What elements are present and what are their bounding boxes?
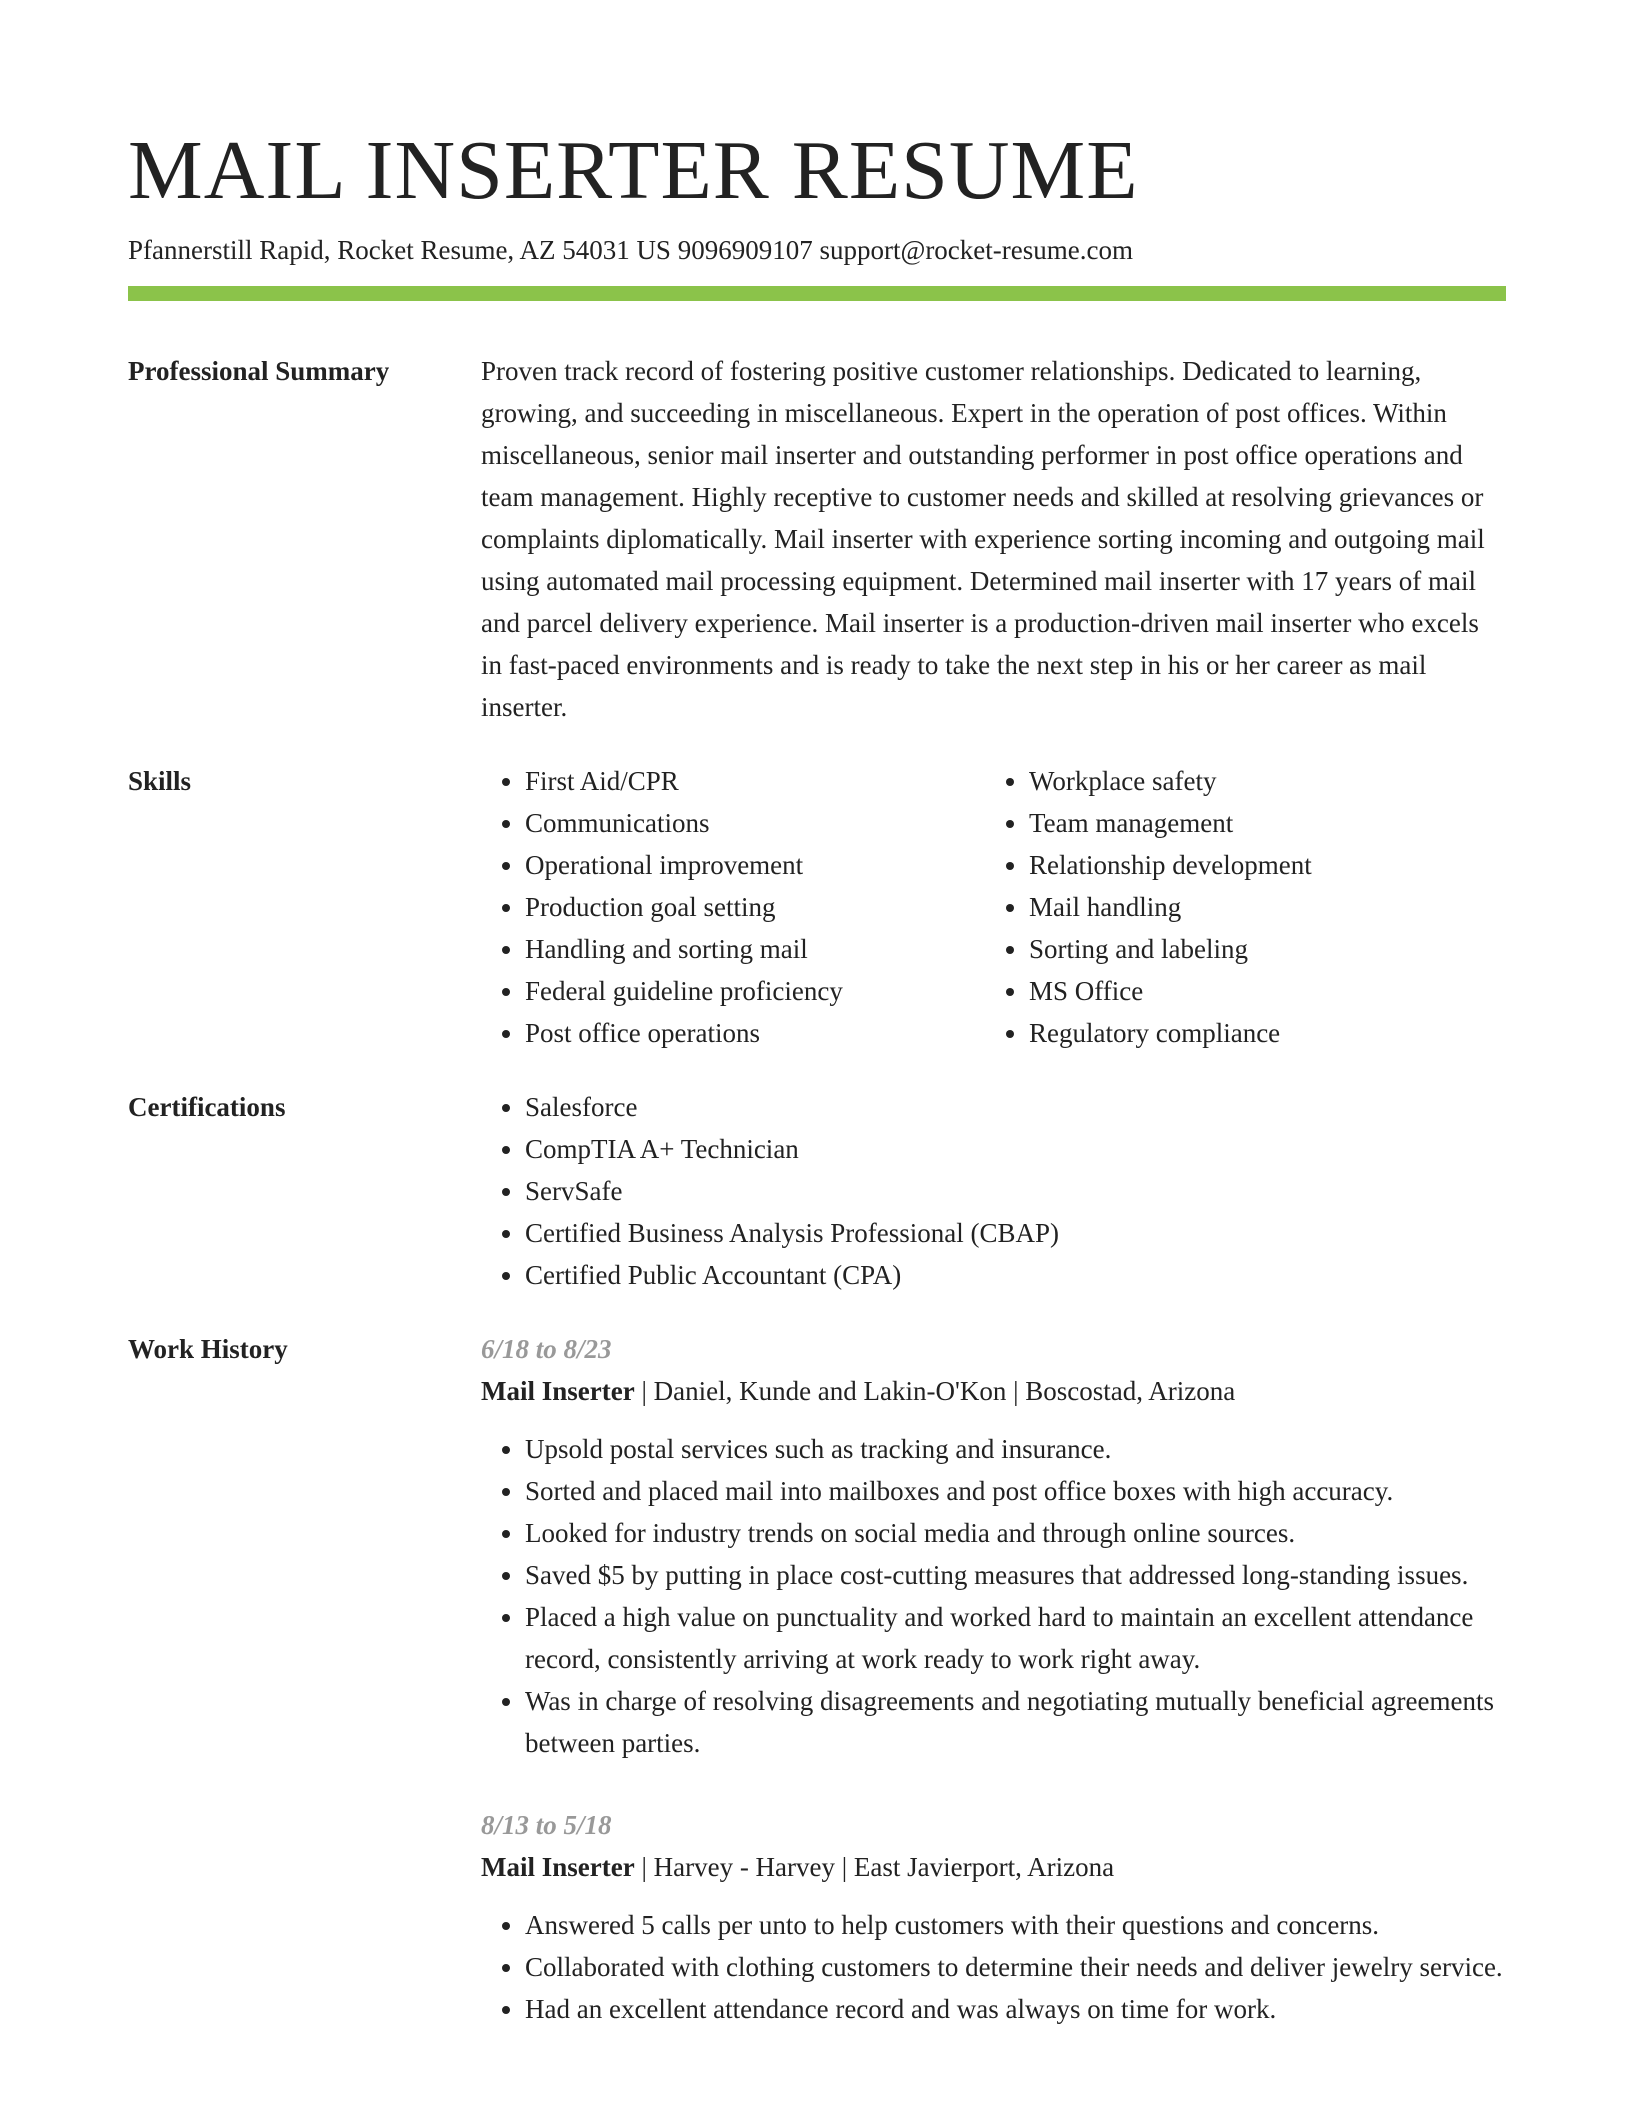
resume-sections (128, 350, 1506, 2102)
skill-item: • Team management (1029, 802, 1506, 844)
section-professional-summary (128, 350, 1506, 728)
header-divider (128, 286, 1506, 301)
job-bullet: • Upsold postal services such as tracking and insurance. (525, 1428, 1506, 1470)
skill-item: • Production goal setting (525, 886, 985, 928)
job-bullet: • Looked for industry trends on social media and through online sources. (525, 1512, 1506, 1554)
section-label: Skills (128, 766, 192, 796)
contact-line: Pfannerstill Rapid, Rocket Resume, AZ 54031 US 9096909107 support@rocket-resume.com (128, 235, 1133, 265)
skill-item: • First Aid/CPR (525, 760, 985, 802)
section-content (481, 1328, 1506, 2070)
skill-item: • Workplace safety (1029, 760, 1506, 802)
job-bullet: • Saved $5 by putting in place cost-cutting measures that addressed long-standing issues. (525, 1554, 1506, 1596)
job-bullet: • Was in charge of resolving disagreements and negotiating mutually beneficial agreements between parties. (525, 1680, 1506, 1764)
job-bullets (481, 1428, 1506, 1764)
job-entry (481, 1804, 1506, 2030)
section-work-history (128, 1328, 1506, 2070)
job-title: Mail Inserter (481, 1376, 635, 1406)
section-skills (128, 760, 1506, 1054)
job-bullets (481, 1904, 1506, 2030)
resume-title: MAIL INSERTER RESUME (128, 124, 1139, 217)
section-label: Work History (128, 1334, 288, 1364)
certification-item: • CompTIA A+ Technician (525, 1128, 1506, 1170)
skill-item: • Regulatory compliance (1029, 1012, 1506, 1054)
certification-item: • Certified Business Analysis Professional (CBAP) (525, 1212, 1506, 1254)
job-details: | Daniel, Kunde and Lakin-O'Kon | Boscostad, Arizona (634, 1376, 1236, 1406)
job-bullet: • Placed a high value on punctuality and worked hard to maintain an excellent attendance record, consistently arriving at work ready to work right away. (525, 1596, 1506, 1680)
skill-item: • Handling and sorting mail (525, 928, 985, 970)
skills-list-right (985, 760, 1506, 1054)
skills-grid (481, 760, 1506, 1054)
job-bullet: • Sorted and placed mail into mailboxes and post office boxes with high accuracy. (525, 1470, 1506, 1512)
summary-text: Proven track record of fostering positive customer relationships. Dedicated to learning, growing, and succeeding in miscellaneous. Expert in the operation of post offices. Within miscellaneous, senior mail inserter and outstanding performer in post office operations and team management. Highly receptive to customer needs and skilled at resolving grievances or complaints diplomatically. Mail inserter with experience sorting incoming and outgoing mail using automated mail processing equipment. Determined mail inserter with 17 years of mail and parcel delivery experience. Mail inserter is a production-driven mail inserter who excels in fast-paced environments and is ready to take the next step in his or her career as mail inserter. (481, 356, 1485, 722)
job-date: 6/18 to 8/23 (481, 1334, 612, 1364)
job-heading (481, 1846, 1506, 1888)
skill-item: • Operational improvement (525, 844, 985, 886)
job-bullet: • Collaborated with clothing customers to determine their needs and deliver jewelry service. (525, 1946, 1506, 1988)
skill-item: • Communications (525, 802, 985, 844)
section-label: Professional Summary (128, 356, 390, 386)
certification-item: • ServSafe (525, 1170, 1506, 1212)
skill-item: • Sorting and labeling (1029, 928, 1506, 970)
certification-item: • Salesforce (525, 1086, 1506, 1128)
skills-list-left (481, 760, 985, 1054)
skill-item: • Mail handling (1029, 886, 1506, 928)
job-heading (481, 1370, 1506, 1412)
skill-item: • Post office operations (525, 1012, 985, 1054)
job-entry (481, 1328, 1506, 1764)
section-certifications (128, 1086, 1506, 1296)
job-details: | Harvey - Harvey | East Javierport, Arizona (634, 1852, 1115, 1882)
section-content (481, 350, 1506, 728)
job-bullet: • Answered 5 calls per unto to help customers with their questions and concerns. (525, 1904, 1506, 1946)
section-label: Certifications (128, 1092, 286, 1122)
job-date: 8/13 to 5/18 (481, 1810, 612, 1840)
job-bullet: • Had an excellent attendance record and was always on time for work. (525, 1988, 1506, 2030)
skill-item: • MS Office (1029, 970, 1506, 1012)
certifications-list (481, 1086, 1506, 1296)
skill-item: • Federal guideline proficiency (525, 970, 985, 1012)
job-title: Mail Inserter (481, 1852, 635, 1882)
section-content (481, 1086, 1506, 1296)
skill-item: • Relationship development (1029, 844, 1506, 886)
certification-item: • Certified Public Accountant (CPA) (525, 1254, 1506, 1296)
